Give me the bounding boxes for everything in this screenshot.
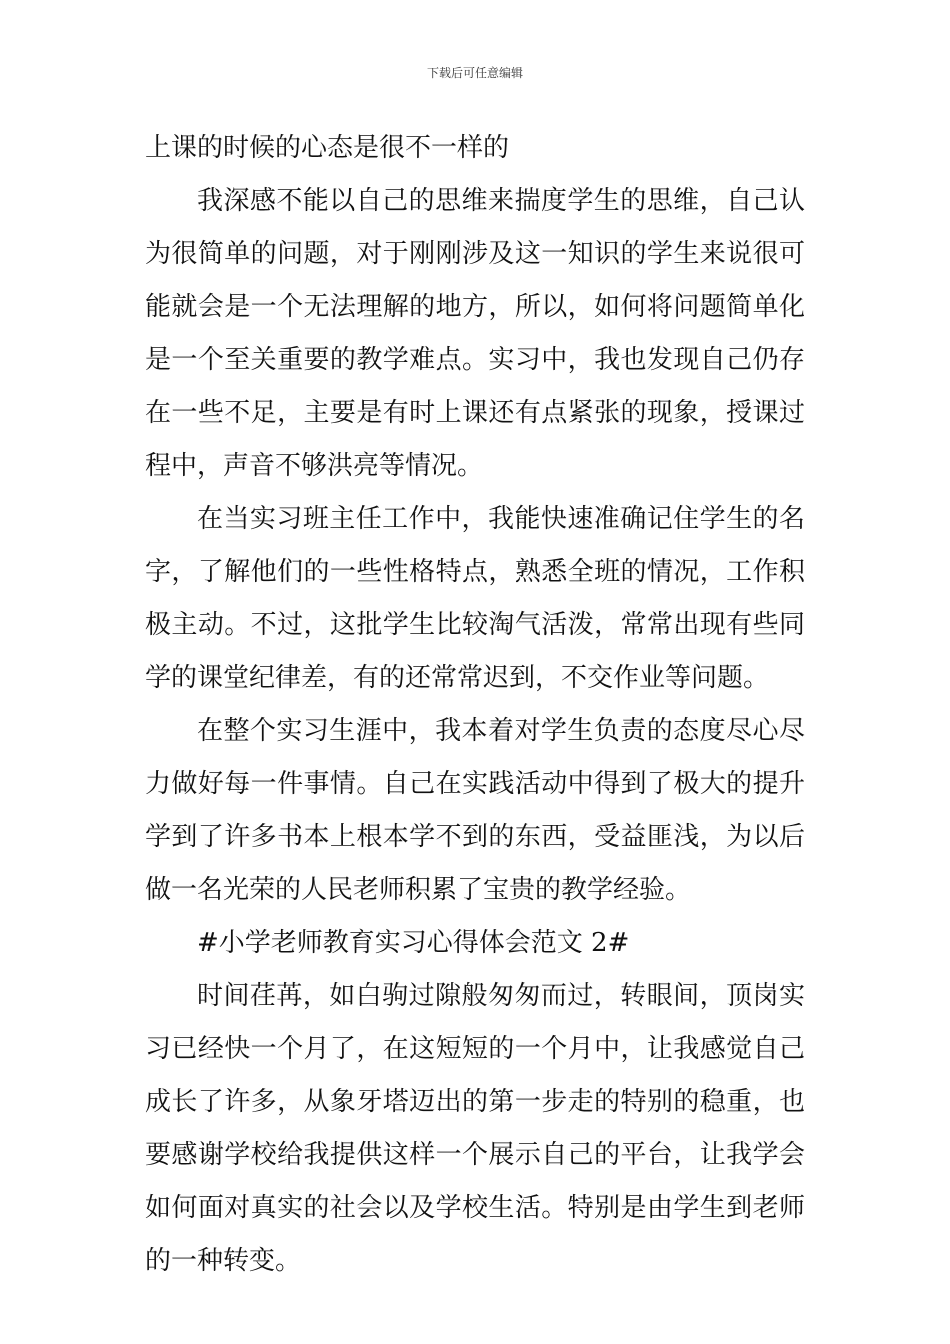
text-line: 我深感不能以自己的思维来揣度学生的思维，自己认 bbox=[197, 186, 805, 216]
text-line: 力做好每一件事情。自己在实践活动中得到了极大的提升 bbox=[145, 769, 805, 799]
text-line: 在一些不足，主要是有时上课还有点紧张的现象，授课过 bbox=[145, 398, 805, 428]
text-line: #小学老师教育实习心得体会范文 2# bbox=[197, 928, 630, 958]
text-line: 要感谢学校给我提供这样一个展示自己的平台，让我学会 bbox=[145, 1140, 805, 1170]
text-line: 在整个实习生涯中，我本着对学生负责的态度尽心尽 bbox=[197, 716, 805, 746]
text-line: 做一名光荣的人民老师积累了宝贵的教学经验。 bbox=[145, 875, 692, 905]
text-line: 为很简单的问题，对于刚刚涉及这一知识的学生来说很可 bbox=[145, 239, 805, 269]
text-line: 成长了许多，从象牙塔迈出的第一步走的特别的稳重，也 bbox=[145, 1087, 805, 1117]
page-header: 下载后可任意编辑 bbox=[426, 66, 523, 80]
text-line: 学到了许多书本上根本学不到的东西，受益匪浅，为以后 bbox=[145, 822, 805, 852]
text-line: 上课的时候的心态是很不一样的 bbox=[145, 133, 510, 163]
text-line: 时间荏苒，如白驹过隙般匆匆而过，转眼间，顶岗实 bbox=[197, 981, 805, 1011]
text-line: 是一个至关重要的教学难点。实习中，我也发现自己仍存 bbox=[145, 345, 805, 375]
text-line: 在当实习班主任工作中，我能快速准确记住学生的名 bbox=[197, 504, 805, 534]
text-line: 极主动。不过，这批学生比较淘气活泼，常常出现有些同 bbox=[145, 610, 805, 640]
text-line: 学的课堂纪律差，有的还常常迟到，不交作业等问题。 bbox=[145, 663, 770, 693]
text-line: 程中，声音不够洪亮等情况。 bbox=[145, 451, 484, 481]
text-line: 如何面对真实的社会以及学校生活。特别是由学生到老师 bbox=[145, 1193, 805, 1223]
document-body bbox=[145, 122, 805, 1288]
text-line: 字，了解他们的一些性格特点，熟悉全班的情况，工作积 bbox=[145, 557, 805, 587]
text-line: 的一种转变。 bbox=[145, 1246, 302, 1276]
text-line: 能就会是一个无法理解的地方，所以，如何将问题简单化 bbox=[145, 292, 805, 322]
text-line: 习已经快一个月了，在这短短的一个月中，让我感觉自己 bbox=[145, 1034, 805, 1064]
